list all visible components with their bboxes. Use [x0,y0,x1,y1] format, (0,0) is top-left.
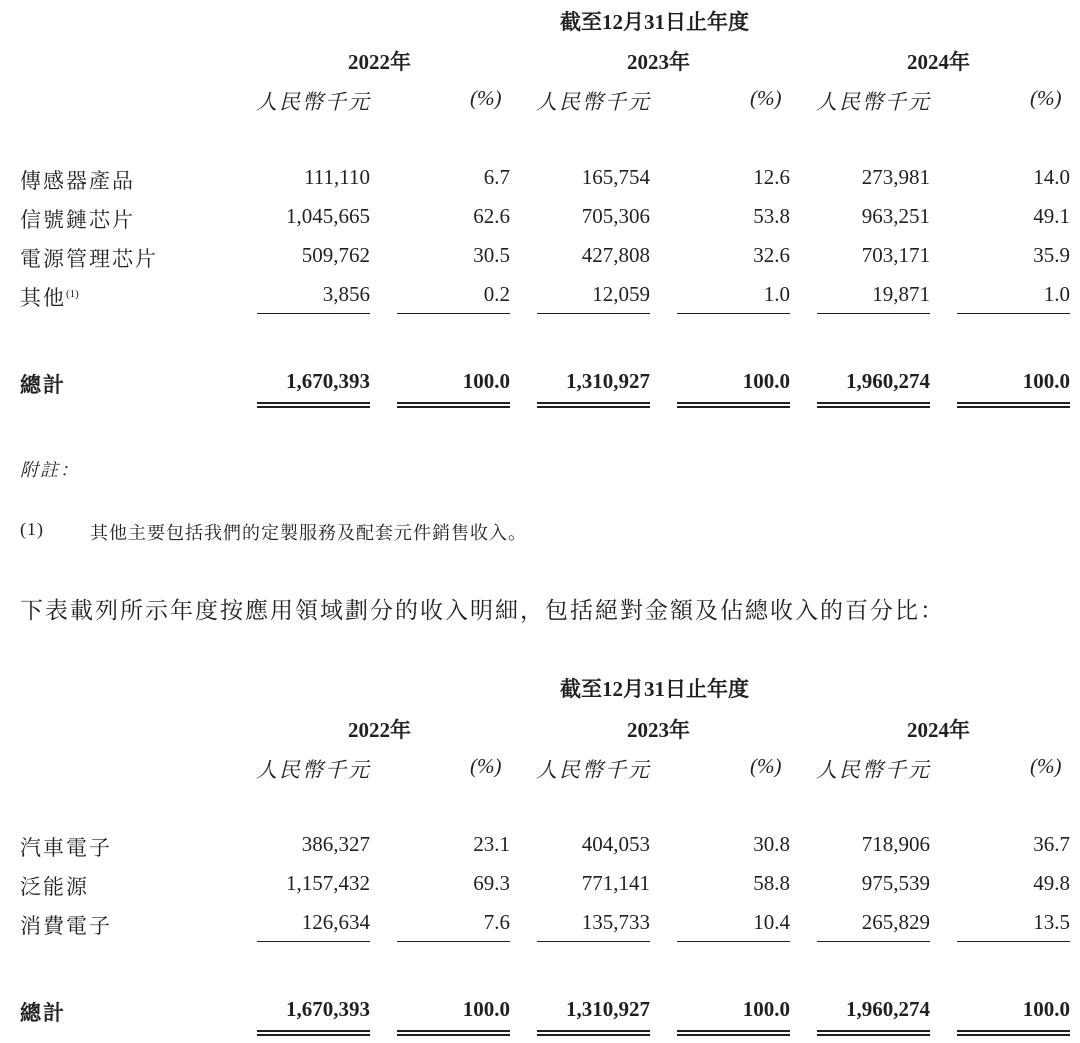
amount-2022: 126,634 [301,910,370,934]
footnote-ref: (1) [66,288,79,300]
amount-2022: 386,327 [301,832,370,856]
intro-paragraph: 下表載列所示年度按應用領域劃分的收入明細，包括絕對金額及佔總收入的百分比： [20,598,945,623]
subtotal-rule [957,941,1070,942]
amount-2022: 111,110 [304,165,370,189]
total-2024: 1,960,274 [846,997,930,1021]
pct-label: (%) [1030,754,1062,778]
amount-2023: 135,733 [581,910,650,934]
total-double-rule [257,402,370,408]
amount-2022: 1,157,432 [286,871,370,895]
pct-2022: 6.7 [483,165,510,189]
subtotal-rule [677,313,790,314]
row-label: 其他$^{(1)}$ [20,286,79,310]
total-double-rule [677,1030,790,1036]
subtotal-rule [677,941,790,942]
total-pct-2023: 100.0 [742,997,790,1021]
pct-2024: 35.9 [1033,243,1070,267]
row-label: 汽車電子 [20,836,112,860]
total-2023: 1,310,927 [566,997,650,1021]
subtotal-rule [537,313,650,314]
unit-label: 人民幣千元 [256,90,371,114]
period-header: 截至12月31日止年度 [560,10,749,34]
amount-2023: 427,808 [581,243,650,267]
total-double-rule [537,1030,650,1036]
unit-label: 人民幣千元 [816,758,931,782]
pct-2023: 32.6 [753,243,790,267]
pct-label: (%) [750,86,782,110]
total-double-rule [397,1030,510,1036]
notes-title: 附註： [20,460,80,480]
unit-label: 人民幣千元 [536,90,651,114]
total-pct-2024: 100.0 [1022,997,1070,1021]
amount-2023: 404,053 [581,832,650,856]
row-label: 消費電子 [20,914,112,938]
amount-2024: 703,171 [861,243,930,267]
pct-2022: 30.5 [473,243,510,267]
pct-2023: 1.0 [763,282,790,306]
total-double-rule [537,402,650,408]
total-label: 總計 [20,373,66,397]
year-header-2023: 2023年 [627,718,690,742]
subtotal-rule [257,313,370,314]
unit-label: 人民幣千元 [256,758,371,782]
total-double-rule [817,402,930,408]
note-number: (1) [20,519,44,539]
amount-2023: 705,306 [581,204,650,228]
total-2024: 1,960,274 [846,369,930,393]
pct-2023: 58.8 [753,871,790,895]
pct-2022: 7.6 [483,910,510,934]
amount-2023: 165,754 [581,165,650,189]
pct-2022: 69.3 [473,871,510,895]
total-pct-2022: 100.0 [462,369,510,393]
subtotal-rule [817,313,930,314]
pct-2022: 62.6 [473,204,510,228]
row-label: 傳感器產品 [20,169,135,193]
unit-label: 人民幣千元 [536,758,651,782]
pct-2023: 10.4 [753,910,790,934]
pct-2022: 23.1 [473,832,510,856]
total-double-rule [257,1030,370,1036]
total-label: 總計 [20,1001,66,1025]
pct-2024: 14.0 [1033,165,1070,189]
total-double-rule [397,402,510,408]
row-label: 信號鏈芯片 [20,208,135,232]
pct-label: (%) [470,86,502,110]
total-2022: 1,670,393 [286,997,370,1021]
unit-label: 人民幣千元 [816,90,931,114]
pct-label: (%) [750,754,782,778]
period-header: 截至12月31日止年度 [560,677,749,701]
amount-2022: 509,762 [301,243,370,267]
total-double-rule [957,1030,1070,1036]
total-double-rule [817,1030,930,1036]
subtotal-rule [817,941,930,942]
subtotal-rule [397,313,510,314]
total-double-rule [677,402,790,408]
pct-2024: 1.0 [1043,282,1070,306]
pct-2024: 49.8 [1033,871,1070,895]
total-double-rule [957,402,1070,408]
subtotal-rule [257,941,370,942]
year-header-2022: 2022年 [348,718,411,742]
amount-2024: 975,539 [861,871,930,895]
subtotal-rule [537,941,650,942]
pct-2023: 30.8 [753,832,790,856]
year-header-2024: 2024年 [907,50,970,74]
amount-2024: 265,829 [861,910,930,934]
pct-label: (%) [470,754,502,778]
amount-2024: 718,906 [861,832,930,856]
subtotal-rule [397,941,510,942]
subtotal-rule [957,313,1070,314]
amount-2022: 1,045,665 [286,204,370,228]
pct-2023: 53.8 [753,204,790,228]
year-header-2024: 2024年 [907,718,970,742]
year-header-2023: 2023年 [627,50,690,74]
pct-2022: 0.2 [483,282,510,306]
row-label: 泛能源 [20,875,89,899]
total-2023: 1,310,927 [566,369,650,393]
pct-2023: 12.6 [753,165,790,189]
row-label: 電源管理芯片 [20,247,158,271]
year-header-2022: 2022年 [348,50,411,74]
amount-2024: 273,981 [861,165,930,189]
amount-2023: 771,141 [581,871,650,895]
total-pct-2022: 100.0 [462,997,510,1021]
note-text: 其他主要包括我們的定製服務及配套元件銷售收入。 [90,523,527,543]
amount-2022: 3,856 [322,282,370,306]
amount-2024: 19,871 [872,282,930,306]
pct-2024: 36.7 [1033,832,1070,856]
amount-2023: 12,059 [592,282,650,306]
pct-2024: 49.1 [1033,204,1070,228]
pct-2024: 13.5 [1033,910,1070,934]
total-2022: 1,670,393 [286,369,370,393]
total-pct-2023: 100.0 [742,369,790,393]
pct-label: (%) [1030,86,1062,110]
total-pct-2024: 100.0 [1022,369,1070,393]
amount-2024: 963,251 [861,204,930,228]
